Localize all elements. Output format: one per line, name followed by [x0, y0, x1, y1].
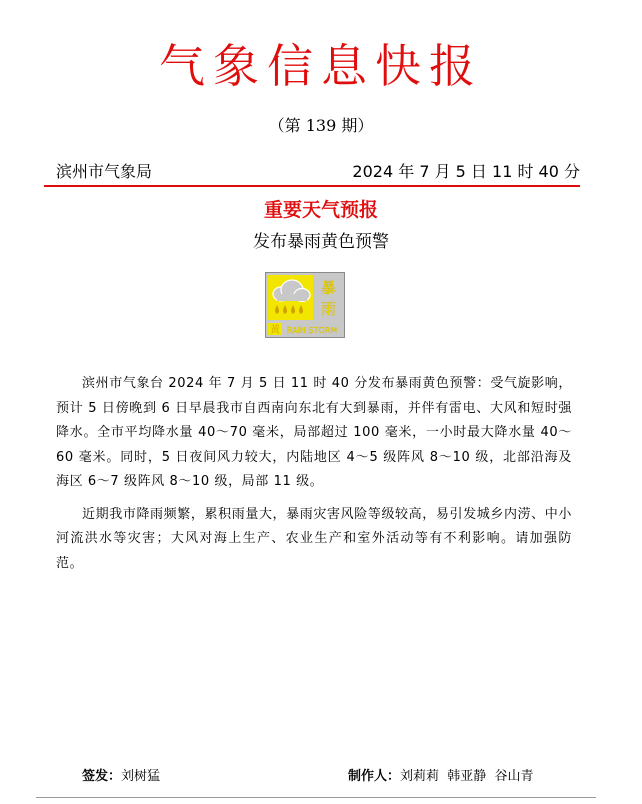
signer-name: 刘树猛: [121, 769, 161, 784]
icon-char-side: 黄: [270, 325, 280, 336]
footer-maker: [348, 765, 534, 784]
icon-char-bottom: 雨: [320, 300, 337, 318]
icon-label-en: RAIN STORM: [286, 326, 338, 335]
header-divider: [44, 185, 580, 187]
footer-divider: [36, 797, 596, 798]
body-paragraph: 滨州市气象台 2024 年 7 月 5 日 11 时 40 分发布暴雨黄色预警：受气旋影响，预计 5 日傍晚到 6 日早晨我市自西南向东北有大到暴雨，并伴有雷电、大风和短时强降水。全市平均降水量 40～70 毫米，局部超过 100 毫米，一小时最大降水量 40～60 毫米。同时，5 日夜间风力较大，内陆地区 4～5 级阵风 8～10 级，北部沿海及海区 6～7 级阵风 8～10 级，局部 11 级。: [56, 376, 572, 489]
bulletin-body: [56, 372, 572, 584]
signer-label: 签发：: [82, 769, 122, 784]
icon-char-top: 暴: [320, 279, 337, 297]
bulletin-headline: 重要天气预报: [263, 199, 378, 221]
page-title: 气象信息快报: [159, 39, 483, 93]
bulletin-subheadline: 发布暴雨黄色预警: [253, 232, 389, 252]
body-paragraph: 近期我市降雨频繁，累积雨量大，暴雨灾害风险等级较高，易引发城乡内涝、中小河流洪水等灾害；大风对海上生产、农业生产和室外活动等有不利影响。请加强防范。: [56, 506, 572, 571]
footer-signer: [82, 765, 160, 784]
maker-names: 刘莉莉 韩亚静 谷山青: [400, 769, 534, 784]
issue-datetime: 2024 年 7 月 5 日 11 时 40 分: [352, 162, 580, 181]
maker-label: 制作人：: [348, 769, 401, 784]
issue-number: （第 139 期）: [268, 116, 374, 135]
rainstorm-yellow-warning-icon: [265, 272, 345, 338]
issuing-agency: 滨州市气象局: [56, 162, 153, 181]
